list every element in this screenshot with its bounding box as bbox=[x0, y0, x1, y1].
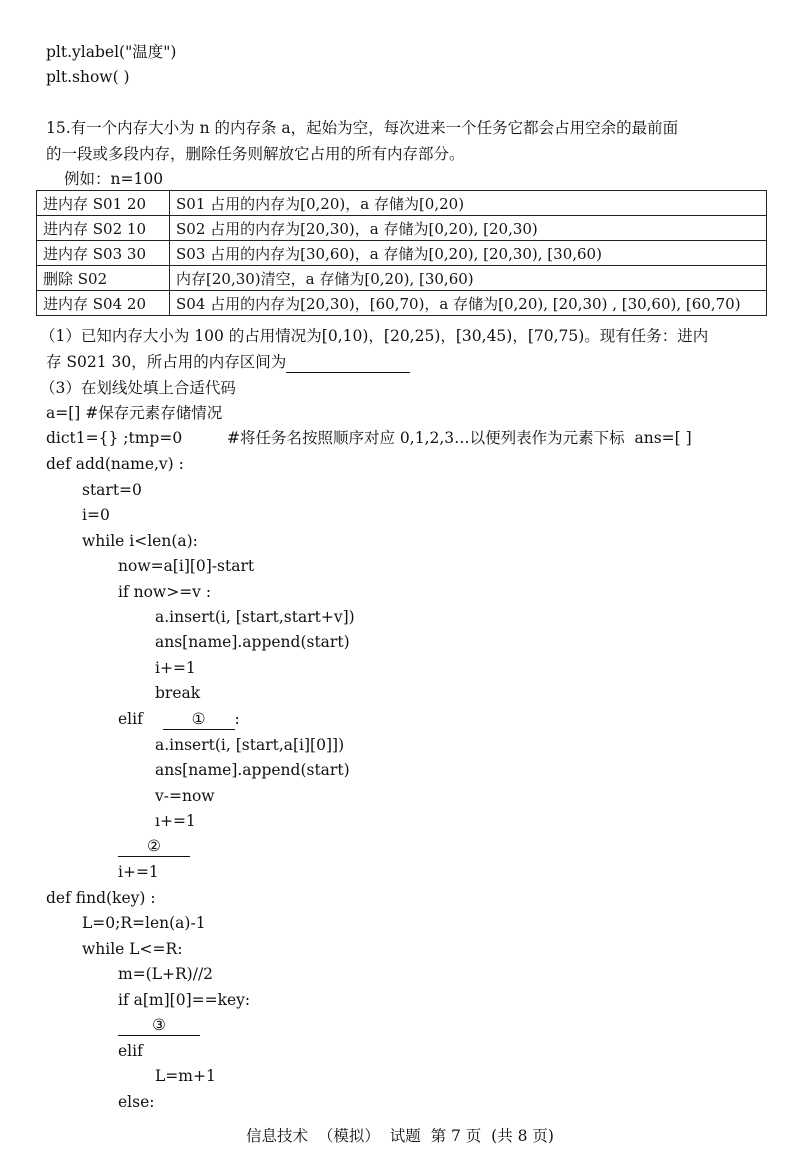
table-row bbox=[37, 191, 767, 216]
code-line-blank2 bbox=[118, 836, 190, 857]
code-line: while L<=R: bbox=[82, 940, 183, 958]
code-line: while i<len(a): bbox=[82, 532, 198, 550]
code-line: i+=1 bbox=[118, 863, 159, 881]
code-line: if a[m][0]==key: bbox=[118, 991, 251, 1009]
code-comment: #将任务名按照顺序对应 0,1,2,3…以便列表作为元素下标 ans=[ ] bbox=[227, 429, 692, 447]
code-line: def add(name,v) : bbox=[46, 455, 184, 473]
code-line: a.insert(i, [start,a[i][0]]) bbox=[155, 736, 345, 754]
code-line: start=0 bbox=[82, 481, 142, 499]
example-label: 例如：n=100 bbox=[64, 170, 164, 188]
table-cell-desc: S04 占用的内存为[20,30)，[60,70)，a 存储为[0,20), [20,30) , [30,60), [60,70) bbox=[170, 291, 767, 316]
code-line: ı+=1 bbox=[155, 812, 196, 830]
answer-blank-1[interactable]: ① bbox=[163, 709, 235, 730]
code-line: L=0;R=len(a)-1 bbox=[82, 914, 206, 932]
code-line: m=(L+R)//2 bbox=[118, 965, 214, 983]
question-text-line1: 15.有一个内存大小为 n 的内存条 a，起始为空，每次进来一个任务它都会占用空余的最前面 bbox=[46, 119, 679, 137]
table-cell-desc: S01 占用的内存为[0,20)，a 存储为[0,20) bbox=[170, 191, 767, 216]
code-line: dict1={} ;tmp=0 bbox=[46, 429, 183, 447]
table-cell-op: 进内存 S02 10 bbox=[37, 216, 170, 241]
code-line: L=m+1 bbox=[155, 1067, 216, 1085]
table-row bbox=[37, 216, 767, 241]
code-line-elif-blank1 bbox=[118, 709, 240, 730]
part3-instruction: （3）在划线处填上合适代码 bbox=[40, 379, 236, 397]
question-text-line2: 的一段或多段内存，删除任务则解放它占用的所有内存部分。 bbox=[46, 145, 465, 163]
code-line: ans[name].append(start) bbox=[155, 761, 350, 779]
table-cell-op: 进内存 S03 30 bbox=[37, 241, 170, 266]
table-cell-op: 进内存 S04 20 bbox=[37, 291, 170, 316]
table-row bbox=[37, 266, 767, 291]
answer-blank-2[interactable]: ② bbox=[118, 836, 190, 857]
code-line: i+=1 bbox=[155, 659, 196, 677]
code-line: now=a[i][0]-start bbox=[118, 557, 255, 575]
table-cell-op: 删除 S02 bbox=[37, 266, 170, 291]
part1-text-line1: （1）已知内存大小为 100 的占用情况为[0,10)，[20,25)，[30,45)，[70,75)。现有任务：进内 bbox=[40, 327, 709, 345]
memory-example-table bbox=[36, 190, 767, 316]
code-line: a.insert(i, [start,start+v]) bbox=[155, 608, 355, 626]
part1-text-line2 bbox=[46, 352, 410, 373]
code-line: a=[] #保存元素存储情况 bbox=[46, 404, 223, 422]
table-row bbox=[37, 291, 767, 316]
code-line-blank3 bbox=[118, 1015, 200, 1036]
table-cell-desc: S02 占用的内存为[20,30)，a 存储为[0,20), [20,30) bbox=[170, 216, 767, 241]
code-line: ans[name].append(start) bbox=[155, 633, 350, 651]
code-line: v-=now bbox=[155, 787, 215, 805]
part1-text: 存 S021 30，所占用的内存区间为 bbox=[46, 353, 287, 371]
table-cell-op: 进内存 S01 20 bbox=[37, 191, 170, 216]
table-cell-desc: 内存[20,30)清空，a 存储为[0,20), [30,60) bbox=[170, 266, 767, 291]
code-line: if now>=v : bbox=[118, 583, 212, 601]
code-line: def find(key) : bbox=[46, 889, 156, 907]
code-line: elif bbox=[118, 1042, 143, 1060]
code-line-ylabel: plt.ylabel("温度") bbox=[46, 43, 177, 61]
answer-blank-interval[interactable] bbox=[286, 352, 410, 373]
code-line: else: bbox=[118, 1093, 155, 1111]
table-cell-desc: S03 占用的内存为[30,60)，a 存储为[0,20), [20,30), [30,60) bbox=[170, 241, 767, 266]
code-line-show: plt.show( ) bbox=[46, 68, 130, 86]
code-line: break bbox=[155, 684, 201, 702]
answer-blank-3[interactable]: ③ bbox=[118, 1015, 200, 1036]
code-line: i=0 bbox=[82, 506, 110, 524]
code-colon: : bbox=[234, 710, 240, 728]
code-keyword: elif bbox=[118, 710, 143, 728]
page-footer: 信息技术 （模拟） 试题 第 7 页 (共 8 页) bbox=[246, 1127, 554, 1145]
table-row bbox=[37, 241, 767, 266]
